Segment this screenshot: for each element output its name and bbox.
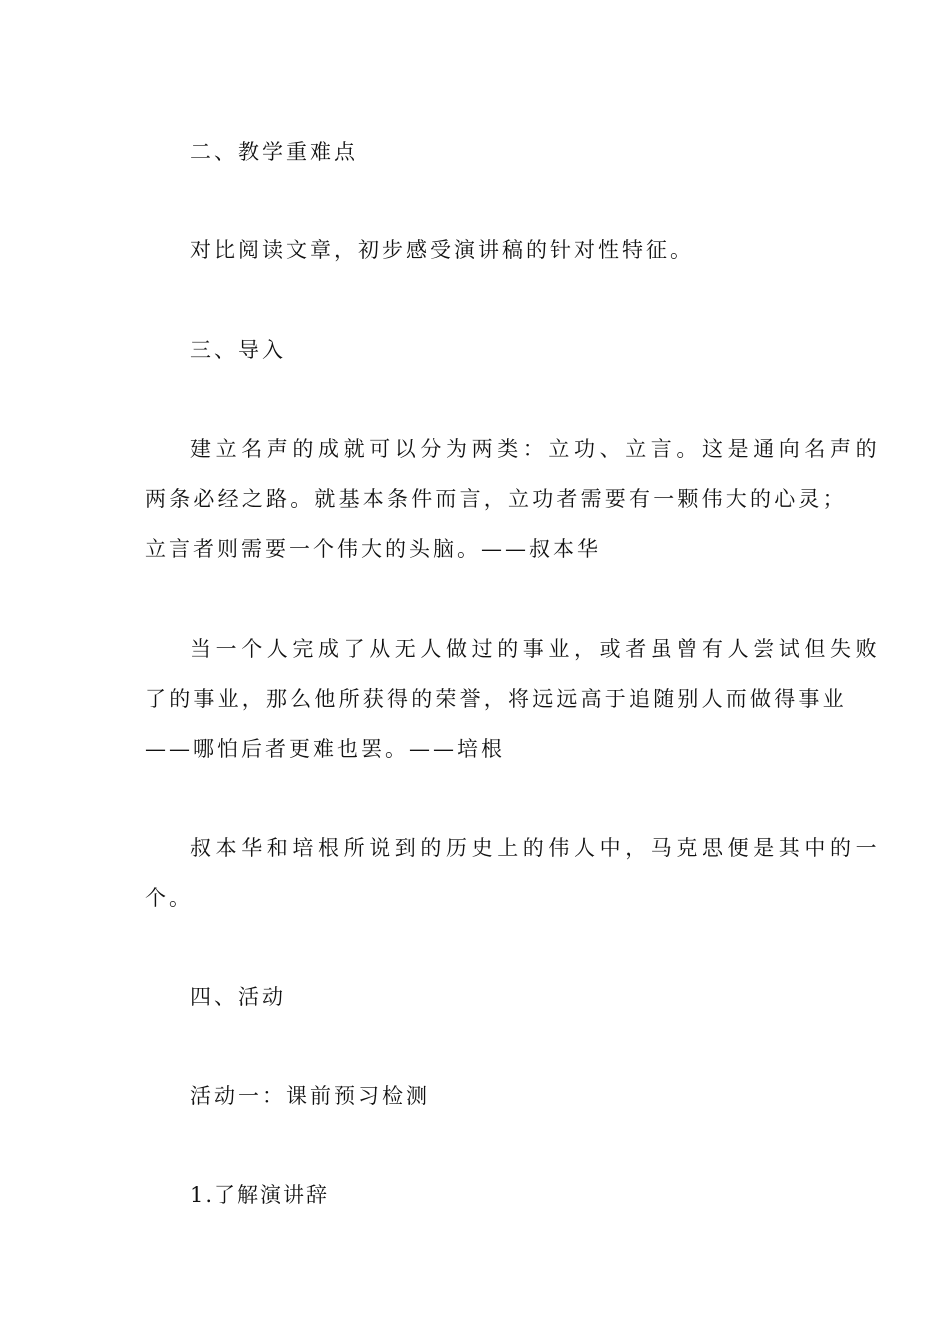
quote-bacon-line-2: 了的事业，那么他所获得的荣誉，将远远高于追随别人而做得事业 [145,687,847,711]
item-one-speech: 1.了解演讲辞 [190,1183,330,1207]
quote-schopenhauer-line-2: 两条必经之路。就基本条件而言，立功者需要有一颗伟大的心灵； [145,487,847,511]
quote-bacon-line-3: ——哪怕后者更难也罢。——培根 [145,737,505,761]
transition-line-2: 个。 [145,886,193,910]
heading-introduction: 三、导入 [190,338,286,362]
quote-schopenhauer-line-1: 建立名声的成就可以分为两类：立功、立言。这是通向名声的 [190,437,882,461]
heading-teaching-difficulties: 二、教学重难点 [190,140,358,164]
transition-line-1: 叔本华和培根所说到的历史上的伟人中，马克思便是其中的一 [190,836,882,860]
quote-bacon-line-1: 当一个人完成了从无人做过的事业，或者虽曾有人尝试但失败 [190,637,882,661]
heading-activities: 四、活动 [190,985,286,1009]
difficulty-paragraph: 对比阅读文章，初步感受演讲稿的针对性特征。 [190,238,694,262]
activity-one-title: 活动一：课前预习检测 [190,1084,430,1108]
quote-schopenhauer-line-3: 立言者则需要一个伟大的头脑。——叔本华 [145,537,601,561]
